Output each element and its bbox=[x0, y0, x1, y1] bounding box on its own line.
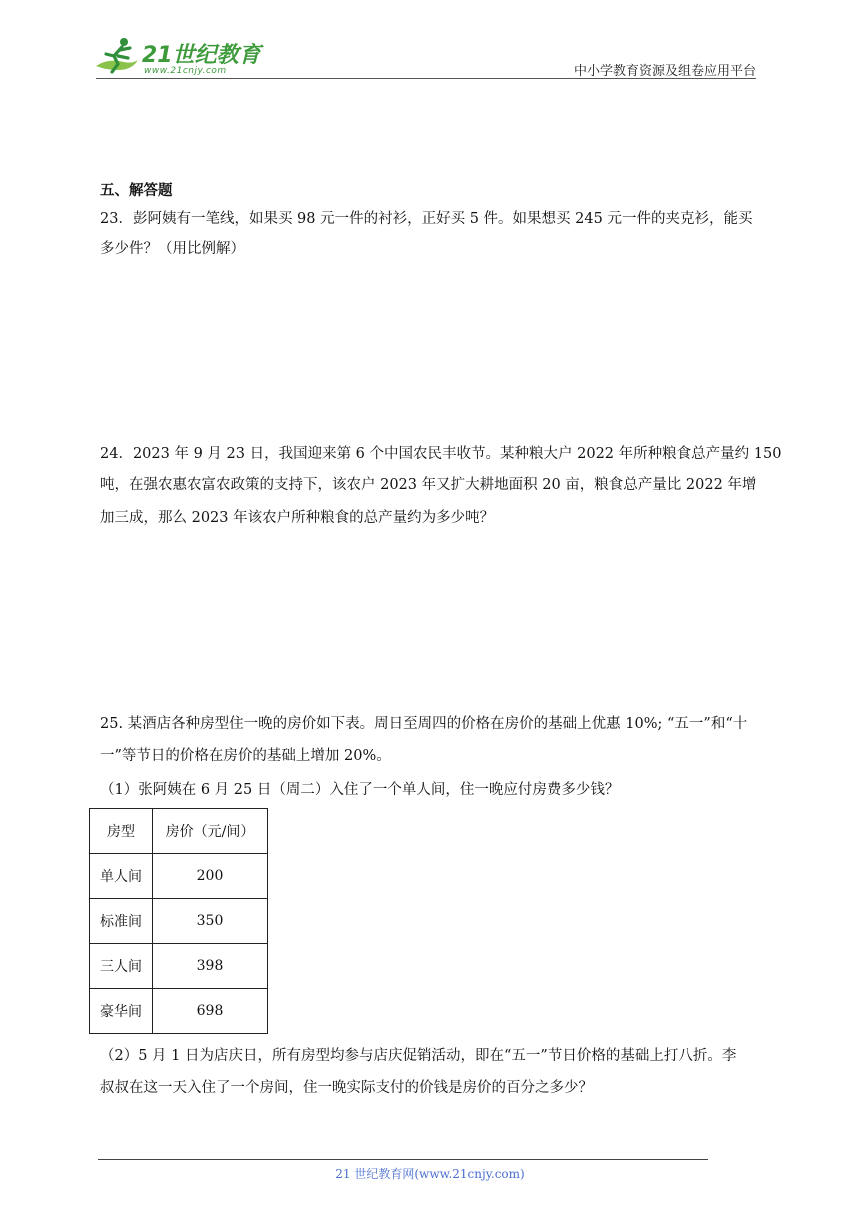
room-price-table bbox=[89, 808, 268, 1034]
runner-logo-icon bbox=[94, 36, 140, 78]
table-header-cell: 房价（元/间） bbox=[153, 809, 268, 854]
table-row bbox=[90, 899, 268, 944]
q24-line-1: 24．2023 年 9 月 23 日，我国迎来第 6 个中国农民丰收节。某种粮大户 2022 年所种粮食总产量约 150 bbox=[100, 446, 782, 462]
q25-sub1: （1）张阿姨在 6 月 25 日（周二）入住了一个单人间，住一晚应付房费多少钱？ bbox=[100, 782, 620, 798]
footer-divider bbox=[98, 1159, 708, 1160]
table-row bbox=[90, 944, 268, 989]
platform-tagline: 中小学教育资源及组卷应用平台 bbox=[573, 64, 756, 79]
room-type-cell: 标准间 bbox=[90, 899, 153, 944]
q25-line-2: 一”等节日的价格在房价的基础上增加 20%。 bbox=[100, 748, 391, 764]
logo-wordmark: 21世纪教育 bbox=[142, 43, 261, 68]
table-header-cell: 房型 bbox=[90, 809, 153, 854]
q25-sub2-line-1: （2）5 月 1 日为店庆日，所有房型均参与店庆促销活动，即在“五一”节日价格的基础上打八折。李 bbox=[100, 1048, 737, 1064]
table-row bbox=[90, 989, 268, 1034]
site-logo[interactable] bbox=[94, 36, 264, 80]
q25-line-1: 25. 某酒店各种房型住一晚的房价如下表。周日至周四的价格在房价的基础上优惠 10%; “五一”和“十 bbox=[100, 716, 748, 732]
room-price-cell: 698 bbox=[153, 989, 268, 1034]
q24-line-3: 加三成，那么 2023 年该农户所种粮食的总产量约为多少吨？ bbox=[100, 510, 495, 526]
section-title: 五、解答题 bbox=[100, 183, 173, 199]
room-type-cell: 三人间 bbox=[90, 944, 153, 989]
room-price-cell: 350 bbox=[153, 899, 268, 944]
footer-link[interactable]: 21 世纪教育网(www.21cnjy.com) bbox=[335, 1167, 525, 1181]
q24-line-2: 吨，在强农惠农富农政策的支持下，该农户 2023 年又扩大耕地面积 20 亩，粮食总产量比 2022 年增 bbox=[100, 477, 757, 493]
room-type-cell: 单人间 bbox=[90, 854, 153, 899]
q23-line-1: 23．彭阿姨有一笔线，如果买 98 元一件的衬衫，正好买 5 件。如果想买 245 元一件的夹克衫，能买 bbox=[100, 211, 753, 227]
q23-line-2: 多少件？（用比例解） bbox=[100, 241, 245, 257]
room-price-cell: 398 bbox=[153, 944, 268, 989]
q25-sub2-line-2: 叔叔在这一天入住了一个房间，住一晚实际支付的价钱是房价的百分之多少？ bbox=[100, 1080, 593, 1096]
table-header-row bbox=[90, 809, 268, 854]
room-price-cell: 200 bbox=[153, 854, 268, 899]
room-type-cell: 豪华间 bbox=[90, 989, 153, 1034]
table-row bbox=[90, 854, 268, 899]
header-divider bbox=[96, 78, 756, 79]
logo-url: www.21cnjy.com bbox=[144, 66, 227, 76]
